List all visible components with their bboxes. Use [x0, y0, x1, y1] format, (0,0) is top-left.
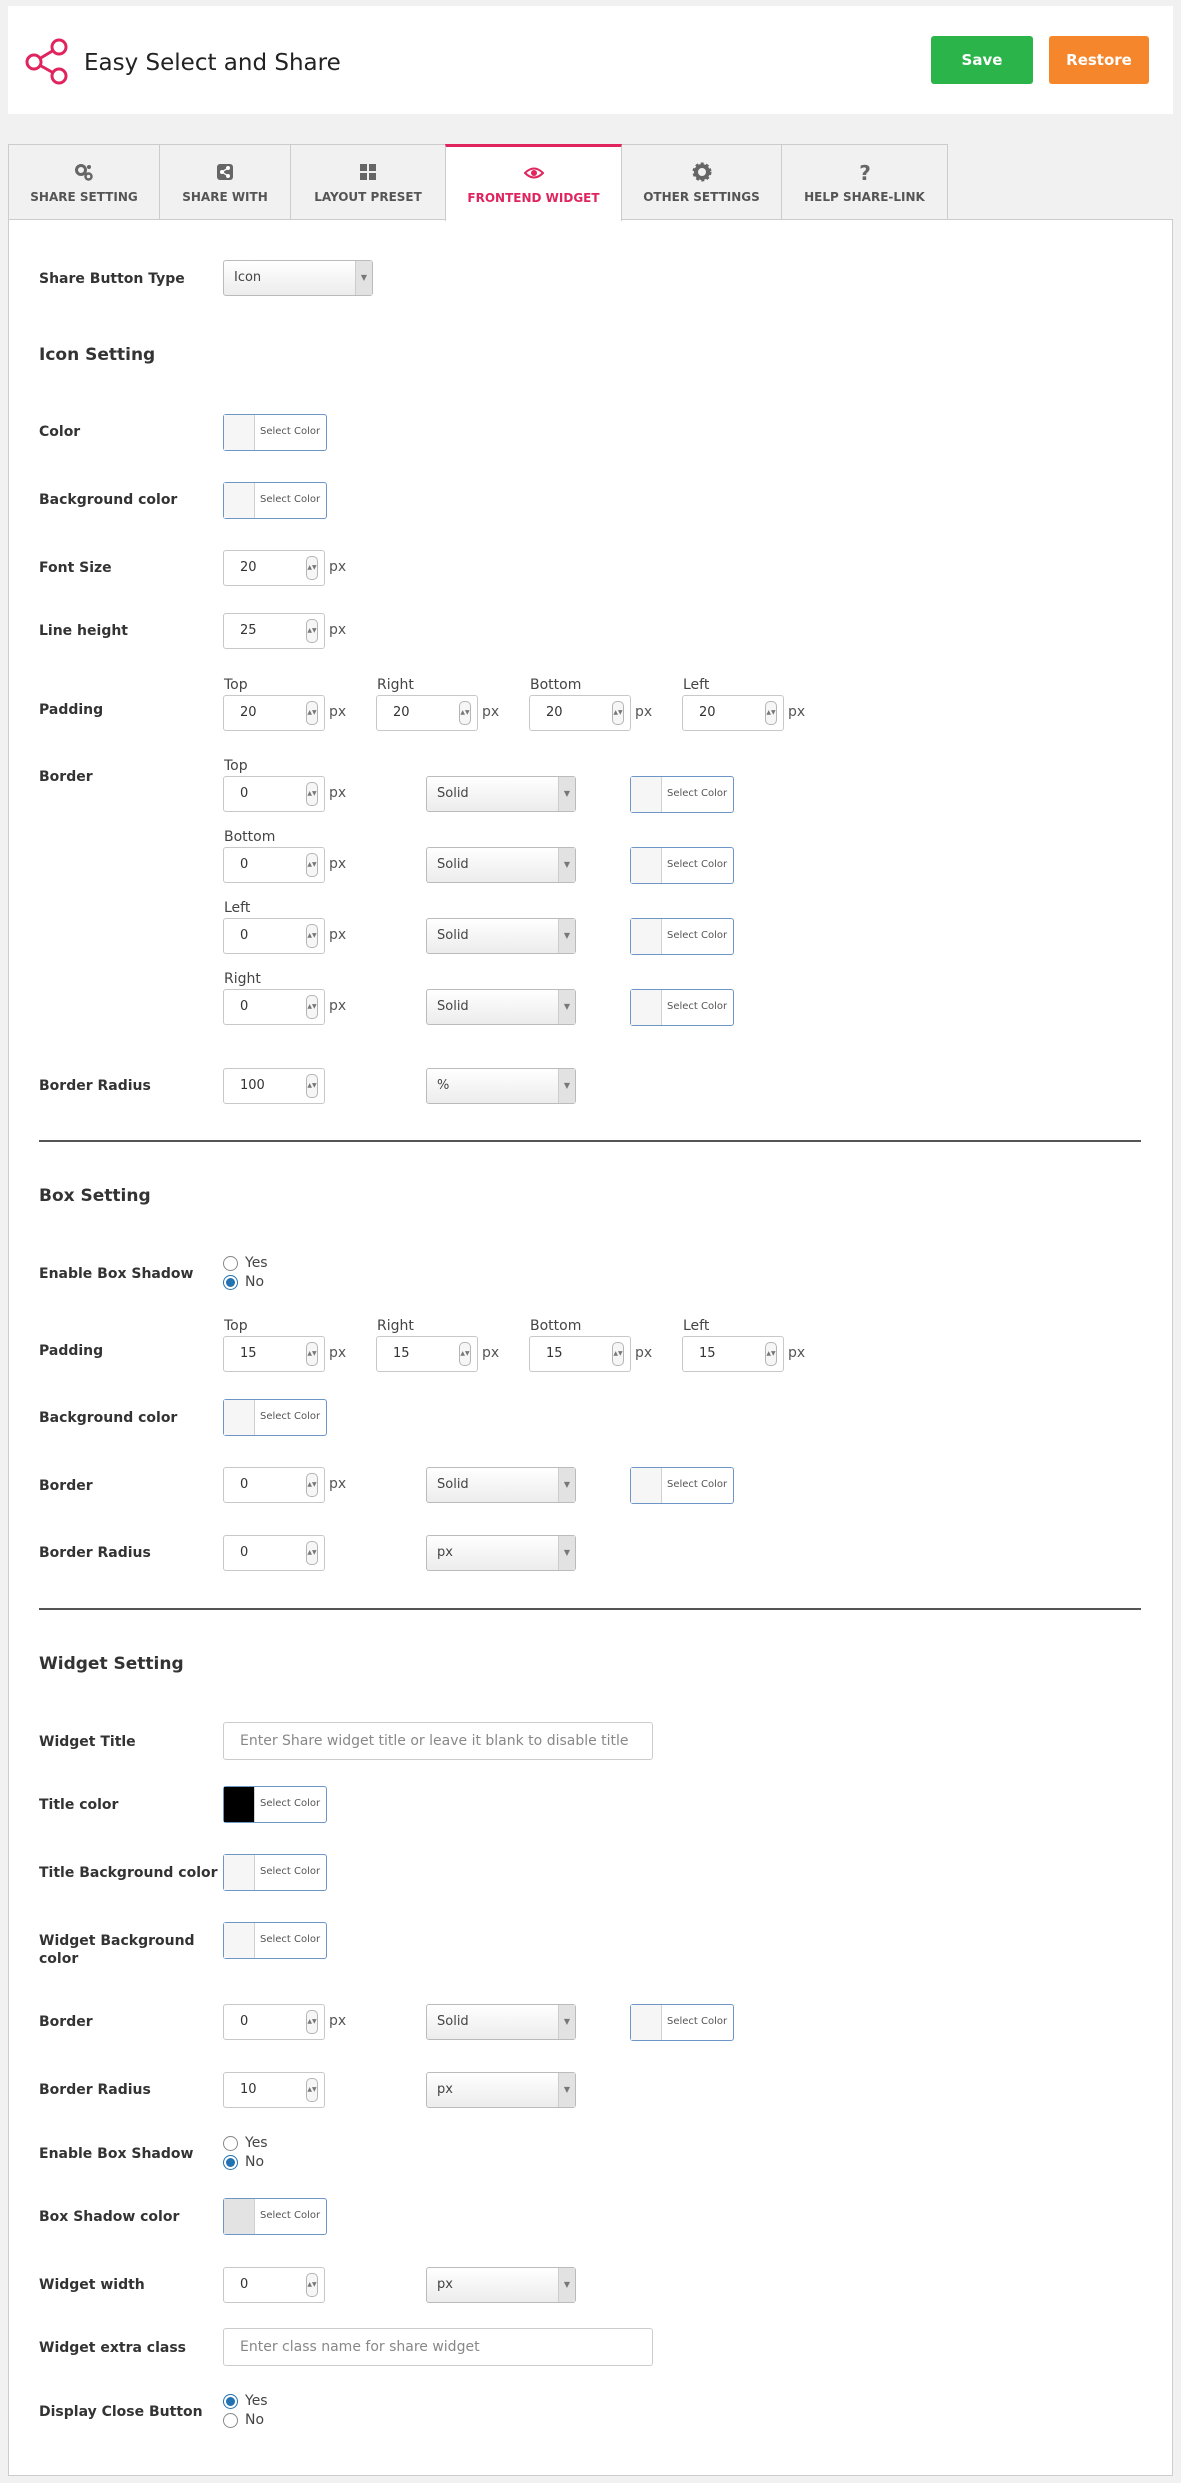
select-value: px: [437, 2277, 453, 2292]
tab-other-settings[interactable]: [621, 144, 782, 220]
widget-border-radius-unit-select[interactable]: [426, 2072, 576, 2108]
padding-bottom-label: Bottom: [530, 677, 582, 693]
select-color-text: Select Color: [260, 1934, 321, 1945]
widget-width-input[interactable]: [223, 2267, 325, 2303]
unit-label: px: [329, 856, 347, 872]
select-color-text: Select Color: [667, 859, 728, 870]
unit-label: px: [329, 622, 347, 638]
stepper-icon[interactable]: ▲▼: [306, 853, 318, 877]
box-border-style-select[interactable]: [426, 1467, 576, 1503]
stepper-icon[interactable]: ▲▼: [459, 1342, 471, 1366]
box-setting-heading: Box Setting: [39, 1186, 151, 1206]
select-value: Solid: [437, 786, 469, 801]
border-top-label: Top: [224, 758, 248, 774]
unit-label: px: [788, 704, 806, 720]
color-picker[interactable]: [223, 414, 327, 451]
title-color-label: Title color: [39, 1797, 119, 1813]
padding-left-input[interactable]: [682, 695, 784, 731]
box-padding-bottom-input[interactable]: [529, 1336, 631, 1372]
widget-extra-class-input[interactable]: Enter class name for share widget: [223, 2328, 653, 2366]
tab-label: SHARE SETTING: [30, 190, 138, 204]
box-background-color-label: Background color: [39, 1410, 178, 1426]
section-divider: [39, 1140, 1141, 1142]
unit-label: px: [329, 1476, 347, 1492]
stepper-icon[interactable]: ▲▼: [306, 2078, 318, 2102]
stepper-icon[interactable]: ▲▼: [306, 2010, 318, 2034]
radio-label: No: [245, 1274, 265, 1290]
stepper-icon[interactable]: ▲▼: [306, 1541, 318, 1565]
padding-bottom-label: Bottom: [530, 1318, 582, 1334]
tab-frontend-widget[interactable]: [445, 144, 622, 221]
input-value: 15: [240, 1346, 257, 1361]
stepper-icon[interactable]: ▲▼: [306, 2273, 318, 2297]
input-value: 20: [240, 560, 257, 575]
border-right-input[interactable]: [223, 989, 325, 1025]
select-value: %: [437, 1078, 450, 1093]
stepper-icon[interactable]: ▲▼: [306, 619, 318, 643]
stepper-icon[interactable]: ▲▼: [306, 924, 318, 948]
title-background-color-picker[interactable]: [223, 1854, 327, 1891]
select-value: Solid: [437, 928, 469, 943]
radio-circle: [223, 1275, 238, 1290]
box-background-color-picker[interactable]: [223, 1399, 327, 1436]
padding-bottom-input[interactable]: [529, 695, 631, 731]
box-border-label: Border: [39, 1478, 93, 1494]
background-color-picker[interactable]: [223, 482, 327, 519]
border-radius-label: Border Radius: [39, 1078, 151, 1094]
stepper-icon[interactable]: ▲▼: [765, 701, 777, 725]
widget-border-style-select[interactable]: [426, 2004, 576, 2040]
input-value: 0: [240, 999, 249, 1014]
widget-background-color-label: [39, 1932, 195, 1968]
select-color-text: Select Color: [667, 1001, 728, 1012]
color-label: Color: [39, 424, 81, 440]
input-value: 20: [546, 705, 563, 720]
box-padding-label: Padding: [39, 1343, 104, 1359]
color-swatch: [631, 990, 662, 1025]
color-swatch: [224, 483, 255, 518]
stepper-icon[interactable]: ▲▼: [306, 701, 318, 725]
border-bottom-label: Bottom: [224, 829, 276, 845]
chevron-down-icon: ▼: [558, 848, 575, 882]
box-border-radius-label: Border Radius: [39, 1545, 151, 1561]
select-value: Icon: [234, 270, 262, 285]
border-left-color-picker[interactable]: [630, 918, 734, 955]
stepper-icon[interactable]: ▲▼: [306, 556, 318, 580]
input-value: 15: [699, 1346, 716, 1361]
border-bottom-color-picker[interactable]: [630, 847, 734, 884]
stepper-icon[interactable]: ▲▼: [306, 995, 318, 1019]
widget-border-radius-input[interactable]: [223, 2072, 325, 2108]
color-swatch: [224, 1923, 255, 1958]
chevron-down-icon: ▼: [558, 1069, 575, 1103]
background-color-label: Background color: [39, 492, 178, 508]
input-value: 0: [240, 928, 249, 943]
widget-border-label: Border: [39, 2014, 93, 2030]
save-button[interactable]: Save: [931, 36, 1033, 84]
radio-label: No: [245, 2412, 265, 2428]
box-border-color-picker[interactable]: [630, 1467, 734, 1504]
border-top-input[interactable]: [223, 776, 325, 812]
widget-width-label: Widget width: [39, 2277, 145, 2293]
select-value: Solid: [437, 999, 469, 1014]
chevron-down-icon: ▼: [558, 919, 575, 953]
restore-button[interactable]: Restore: [1049, 36, 1149, 84]
box-shadow-color-label: Box Shadow color: [39, 2209, 180, 2225]
radio-circle: [223, 2136, 238, 2151]
input-value: 10: [240, 2082, 257, 2097]
input-value: 20: [393, 705, 410, 720]
widget-border-radius-label: Border Radius: [39, 2082, 151, 2098]
select-color-text: Select Color: [667, 930, 728, 941]
color-swatch: [224, 1855, 255, 1890]
tab-label: HELP SHARE-LINK: [804, 190, 925, 204]
tab-label: LAYOUT PRESET: [314, 190, 422, 204]
select-value: px: [437, 1545, 453, 1560]
font-size-input[interactable]: [223, 550, 325, 586]
box-shadow-yes-radio[interactable]: [223, 1255, 268, 1271]
tab-label: FRONTEND WIDGET: [467, 191, 600, 205]
radio-label: Yes: [245, 2135, 268, 2151]
color-swatch: [224, 1400, 255, 1435]
line-height-input[interactable]: [223, 613, 325, 649]
select-color-text: Select Color: [260, 494, 321, 505]
padding-label: Padding: [39, 702, 104, 718]
unit-label: px: [329, 1345, 347, 1361]
stepper-icon[interactable]: ▲▼: [459, 701, 471, 725]
unit-label: px: [329, 704, 347, 720]
label-line: Widget Background: [39, 1933, 195, 1949]
padding-right-label: Right: [377, 1318, 414, 1334]
label-line: color: [39, 1951, 79, 1967]
input-value: 0: [240, 786, 249, 801]
grid-icon: [358, 162, 378, 182]
unit-label: px: [635, 704, 653, 720]
input-value: 20: [240, 705, 257, 720]
unit-label: px: [482, 704, 500, 720]
select-color-text: Select Color: [260, 1798, 321, 1809]
color-swatch: [631, 777, 662, 812]
select-color-text: Select Color: [260, 1866, 321, 1877]
color-swatch: [631, 848, 662, 883]
widget-box-shadow-no-radio[interactable]: [223, 2154, 264, 2170]
padding-top-label: Top: [224, 1318, 248, 1334]
radio-label: Yes: [245, 2393, 268, 2409]
share-button-type-select[interactable]: [223, 260, 373, 296]
unit-label: px: [329, 785, 347, 801]
widget-setting-heading: Widget Setting: [39, 1654, 184, 1674]
input-value: 25: [240, 623, 257, 638]
app-title: Easy Select and Share: [84, 50, 341, 76]
border-radius-unit-select[interactable]: [426, 1068, 576, 1104]
widget-border-input[interactable]: [223, 2004, 325, 2040]
radio-circle: [223, 2413, 238, 2428]
box-shadow-no-radio[interactable]: [223, 1274, 264, 1290]
padding-right-label: Right: [377, 677, 414, 693]
box-border-radius-input[interactable]: [223, 1535, 325, 1571]
tab-label: OTHER SETTINGS: [643, 190, 760, 204]
widget-extra-class-label: Widget extra class: [39, 2340, 186, 2356]
border-left-input[interactable]: [223, 918, 325, 954]
box-padding-top-input[interactable]: [223, 1336, 325, 1372]
color-swatch: [631, 919, 662, 954]
unit-label: px: [329, 559, 347, 575]
tab-help-share-link[interactable]: [781, 144, 948, 220]
input-value: 0: [240, 2014, 249, 2029]
section-divider: [39, 1608, 1141, 1610]
widget-width-unit-select[interactable]: [426, 2267, 576, 2303]
input-value: 20: [699, 705, 716, 720]
tab-layout-preset[interactable]: [290, 144, 446, 220]
color-swatch: [631, 2005, 662, 2040]
gear-icon: [692, 162, 712, 182]
border-radius-input[interactable]: [223, 1068, 325, 1104]
share-square-icon: [215, 162, 235, 182]
select-value: Solid: [437, 1477, 469, 1492]
color-swatch: [224, 2199, 255, 2234]
border-top-color-picker[interactable]: [630, 776, 734, 813]
radio-circle: [223, 1256, 238, 1271]
stepper-icon[interactable]: ▲▼: [306, 1074, 318, 1098]
stepper-icon[interactable]: ▲▼: [612, 701, 624, 725]
svg-text:?: ?: [858, 162, 871, 182]
padding-right-input[interactable]: [376, 695, 478, 731]
unit-label: px: [329, 927, 347, 943]
close-button-no-radio[interactable]: [223, 2412, 264, 2428]
eye-icon: [524, 163, 544, 183]
share-logo-icon: [22, 36, 72, 86]
widget-enable-box-shadow-label: Enable Box Shadow: [39, 2146, 194, 2162]
chevron-down-icon: ▼: [558, 2005, 575, 2039]
question-icon: [855, 162, 875, 182]
border-left-style-select[interactable]: [426, 918, 576, 954]
color-swatch: [631, 1468, 662, 1503]
input-value: 15: [393, 1346, 410, 1361]
share-button-type-label: Share Button Type: [39, 271, 185, 287]
tab-share-with[interactable]: [159, 144, 291, 220]
unit-label: px: [635, 1345, 653, 1361]
stepper-icon[interactable]: ▲▼: [306, 1342, 318, 1366]
padding-left-label: Left: [683, 1318, 710, 1334]
select-color-text: Select Color: [260, 2210, 321, 2221]
select-value: px: [437, 2082, 453, 2097]
stepper-icon[interactable]: ▲▼: [306, 1473, 318, 1497]
select-value: Solid: [437, 857, 469, 872]
font-size-label: Font Size: [39, 560, 112, 576]
border-bottom-style-select[interactable]: [426, 847, 576, 883]
tab-label: SHARE WITH: [182, 190, 268, 204]
input-value: 0: [240, 857, 249, 872]
close-button-yes-radio[interactable]: [223, 2393, 268, 2409]
border-label: Border: [39, 769, 93, 785]
padding-top-input[interactable]: [223, 695, 325, 731]
border-top-style-select[interactable]: [426, 776, 576, 812]
gears-icon: [74, 162, 94, 182]
radio-label: Yes: [245, 1255, 268, 1271]
box-padding-right-input[interactable]: [376, 1336, 478, 1372]
stepper-icon[interactable]: ▲▼: [612, 1342, 624, 1366]
box-border-radius-unit-select[interactable]: [426, 1535, 576, 1571]
stepper-icon[interactable]: ▲▼: [765, 1342, 777, 1366]
select-color-text: Select Color: [260, 426, 321, 437]
input-value: 0: [240, 1477, 249, 1492]
border-left-label: Left: [224, 900, 251, 916]
input-value: 100: [240, 1078, 265, 1093]
stepper-icon[interactable]: ▲▼: [306, 782, 318, 806]
widget-title-label: Widget Title: [39, 1734, 136, 1750]
input-value: 15: [546, 1346, 563, 1361]
icon-setting-heading: Icon Setting: [39, 345, 156, 365]
line-height-label: Line height: [39, 623, 128, 639]
chevron-down-icon: ▼: [355, 261, 372, 295]
select-color-text: Select Color: [667, 1479, 728, 1490]
chevron-down-icon: ▼: [558, 1468, 575, 1502]
enable-box-shadow-label: Enable Box Shadow: [39, 1266, 194, 1282]
app-header: [8, 6, 1173, 114]
radio-label: No: [245, 2154, 265, 2170]
chevron-down-icon: ▼: [558, 1536, 575, 1570]
input-value: 0: [240, 1545, 249, 1560]
select-color-text: Select Color: [667, 788, 728, 799]
chevron-down-icon: ▼: [558, 2268, 575, 2302]
chevron-down-icon: ▼: [558, 777, 575, 811]
box-border-input[interactable]: [223, 1467, 325, 1503]
border-right-label: Right: [224, 971, 261, 987]
select-color-text: Select Color: [260, 1411, 321, 1422]
select-color-text: Select Color: [667, 2016, 728, 2027]
unit-label: px: [329, 998, 347, 1014]
unit-label: px: [329, 2013, 347, 2029]
display-close-button-label: Display Close Button: [39, 2404, 203, 2420]
widget-title-input[interactable]: Enter Share widget title or leave it blank to disable title: [223, 1722, 653, 1760]
border-right-color-picker[interactable]: [630, 989, 734, 1026]
chevron-down-icon: ▼: [558, 990, 575, 1024]
tab-share-setting[interactable]: [8, 144, 160, 220]
color-swatch: [224, 415, 255, 450]
title-background-color-label: Title Background color: [39, 1865, 218, 1881]
title-color-picker[interactable]: [223, 1786, 327, 1823]
border-right-style-select[interactable]: [426, 989, 576, 1025]
box-shadow-color-picker[interactable]: [223, 2198, 327, 2235]
chevron-down-icon: ▼: [558, 2073, 575, 2107]
widget-border-color-picker[interactable]: [630, 2004, 734, 2041]
unit-label: px: [788, 1345, 806, 1361]
color-swatch: [224, 1787, 255, 1822]
input-value: 0: [240, 2277, 249, 2292]
padding-left-label: Left: [683, 677, 710, 693]
radio-circle: [223, 2155, 238, 2170]
unit-label: px: [482, 1345, 500, 1361]
widget-background-color-picker[interactable]: [223, 1922, 327, 1959]
radio-circle: [223, 2394, 238, 2409]
select-value: Solid: [437, 2014, 469, 2029]
widget-box-shadow-yes-radio[interactable]: [223, 2135, 268, 2151]
border-bottom-input[interactable]: [223, 847, 325, 883]
padding-top-label: Top: [224, 677, 248, 693]
box-padding-left-input[interactable]: [682, 1336, 784, 1372]
